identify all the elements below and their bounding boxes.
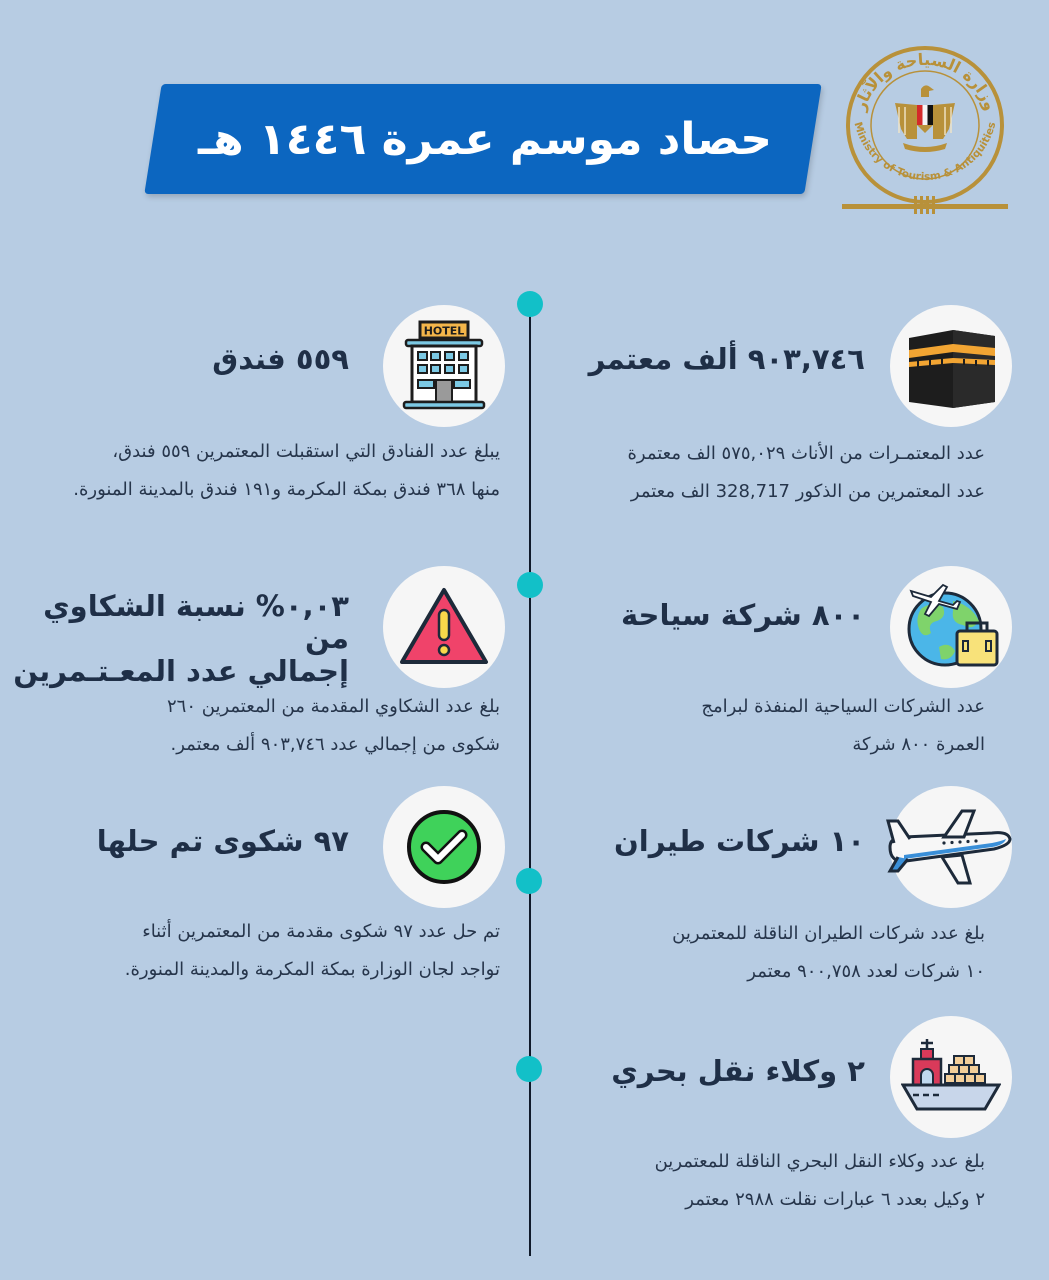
complaints-ratio-description [167,688,500,764]
timeline-dot [517,291,543,317]
description-line: عدد الشركات السياحية المنفذة لبرامج [701,696,985,717]
resolved-complaints-description [125,913,500,989]
description-line: بلغ عدد وكلاء النقل البحري الناقلة للمعتمرين [654,1151,985,1172]
description-line: ٢ وكيل بعدد ٦ عبارات نقلت ٢٩٨٨ معتمر [685,1189,985,1210]
description-line: بلغ عدد شركات الطيران الناقلة للمعتمرين [672,923,985,944]
description-line: عدد المعتمـرات من الأناث ٥٧٥,٠٢٩ الف معتمرة [627,443,985,464]
egypt-eagle-emblem-icon [840,40,1010,215]
maritime-heading: ٢ وكلاء نقل بحري [611,1054,865,1088]
svg-text:Ministry of Tourism & Antiquit: Ministry of Tourism & Antiquities [851,120,999,184]
description-line: بلغ عدد الشكاوي المقدمة من المعتمرين ٢٦٠ [167,696,500,717]
resolved-complaints-heading: ٩٧ شكوى تم حلها [96,824,349,858]
hotels-heading: ٥٥٩ فندق [212,342,349,376]
description-line: شكوى من إجمالي عدد ٩٠٣,٧٤٦ ألف معتمر. [170,734,500,755]
hotels-description [73,433,500,509]
maritime-description [655,1143,985,1219]
kaaba-icon [903,318,999,414]
pilgrims-heading: ٩٠٣,٧٤٦ ألف معتمر [588,342,865,376]
pilgrims-description [627,435,985,511]
timeline-dot [516,1056,542,1082]
timeline-dot [517,572,543,598]
check-icon-circle [383,786,505,908]
tourism-companies-heading: ٨٠٠ شركة سياحة [620,598,865,632]
description-line: تواجد لجان الوزارة بمكة المكرمة والمدينة المنورة. [124,959,500,980]
check-circle-icon [404,807,484,887]
airplane-icon-circle [890,786,1012,908]
airplane-icon [884,807,1012,887]
description-line: منها ٣٦٨ فندق بمكة المكرمة و١٩١ فندق بالمدينة المنورة. [73,479,500,500]
ship-icon-circle [890,1016,1012,1138]
warning-icon-circle [383,566,505,688]
ship-icon [901,1037,1001,1117]
hotel-icon-circle [383,305,505,427]
description-line: تم حل عدد ٩٧ شكوى مقدمة من المعتمرين أثناء [142,921,500,942]
timeline-dot [516,868,542,894]
svg-text:HOTEL: HOTEL [423,324,465,338]
heading-line: ٠,٠٣% نسبة الشكاوي من [43,589,349,656]
globe-travel-icon [901,577,1001,677]
description-line: العمرة ٨٠٠ شركة [852,734,985,755]
hotel-icon [402,320,486,412]
ministry-logo [840,40,1010,215]
timeline-line [529,304,531,1256]
description-line: يبلغ عدد الفنادق التي استقبلت المعتمرين ٥٥٩ فندق، [112,441,500,462]
svg-text:وزارة السياحة والآثار: وزارة السياحة والآثار [849,49,1001,114]
tourism-companies-description [701,688,985,764]
airlines-description [672,915,985,991]
description-line: عدد المعتمرين من الذكور 328,717 الف معتمر [630,481,985,502]
globe-icon-circle [890,566,1012,688]
description-line: ١٠ شركات لعدد ٩٠٠,٧٥٨ معتمر [747,961,985,982]
complaints-ratio-heading [0,590,349,687]
heading-line: إجمالي عدد المعـتـمرين [13,653,349,688]
kaaba-icon-circle [890,305,1012,427]
warning-icon [398,586,490,668]
page-title: حصاد موسم عمرة ١٤٤٦ هـ [198,113,772,165]
airlines-heading: ١٠ شركات طيران [614,824,865,858]
